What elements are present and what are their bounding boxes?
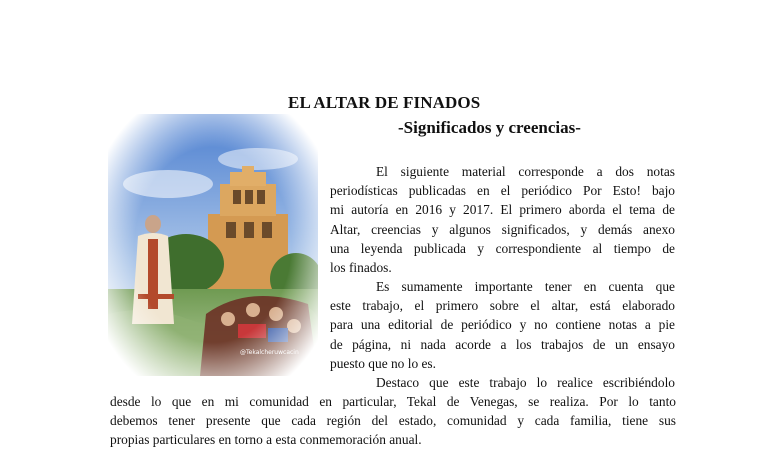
paragraph-2-line: para una editorial de periódico y no contiene notas a pie	[330, 317, 675, 333]
paragraph-3-line: debemos tener presente que cada región del estado, comunidad y cada familia, tiene sus	[110, 413, 676, 429]
paragraph-1-line: mi autoría en 2016 y 2017. El primero aborda el tema de	[330, 202, 675, 218]
paragraph-1-line: Altar, creencias y algunos significados, y demás anexo	[330, 221, 675, 237]
paragraph-2-line: Es sumamente importante tener en cuenta que	[376, 279, 675, 294]
paragraph-1-line: los finados.	[330, 260, 392, 276]
paragraph-3-line: propias particulares en torno a esta conmemoración anual.	[110, 432, 422, 448]
paragraph-3-line: desde lo que en mi comunidad en particular, Tekal de Venegas, se realiza. Por lo tanto	[110, 394, 676, 409]
paragraph-2-line: de página, ni nada acorde a los trabajos de un ensayo	[330, 336, 675, 352]
paragraph-1-line: una leyenda publicada y correspondiente al tiempo de	[330, 240, 675, 256]
illustration-image	[108, 114, 318, 376]
paragraph-1-line: periodísticas publicadas en el periódico Por Esto! bajo	[330, 183, 675, 199]
paragraph-2-line: puesto que no lo es.	[330, 355, 436, 371]
document-subtitle: -Significados y creencias-	[398, 118, 581, 137]
paragraph-2	[330, 277, 675, 373]
paragraph-1-line: El siguiente material corresponde a dos notas	[376, 164, 675, 179]
paragraph-3-line: Destaco que este trabajo lo realice escribiéndolo	[376, 375, 675, 390]
paragraph-3-first-line	[330, 373, 675, 392]
document-title: EL ALTAR DE FINADOS	[288, 93, 481, 112]
paragraph-2-line: este trabajo, el primero sobre el altar, está elaborado	[330, 298, 675, 314]
paragraph-1	[330, 162, 675, 277]
altar-illustration	[108, 114, 318, 376]
